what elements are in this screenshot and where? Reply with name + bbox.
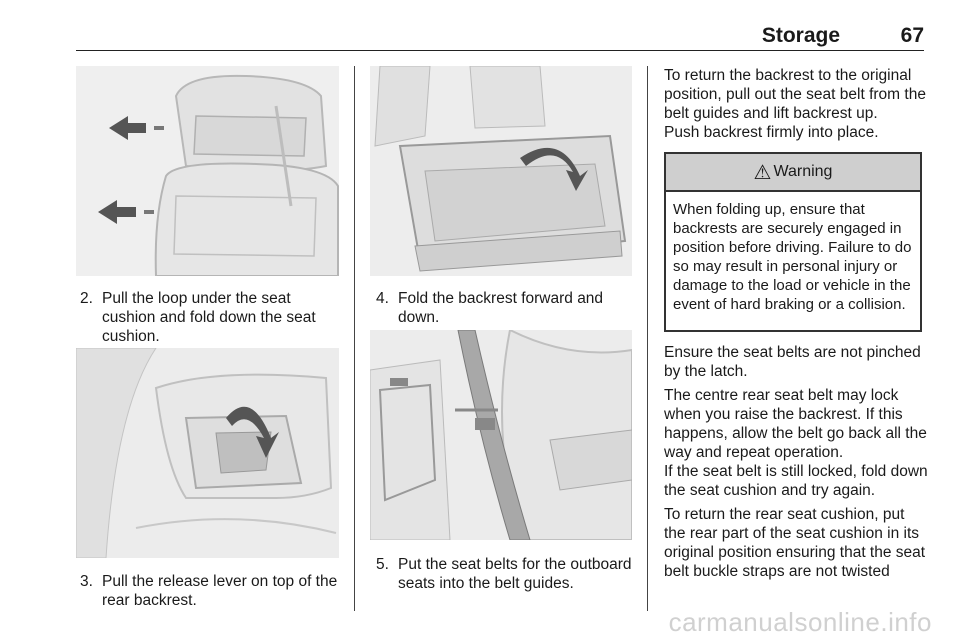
paragraph-pinched: Ensure the seat belts are not pinched by the latch. <box>664 344 921 380</box>
figure-seat-cushion-loop <box>76 66 339 276</box>
warning-text: When folding up, ensure that backrests are securely engaged in position before driving. Failure to do so may result in personal injury or damage to the load or vehicle in the event of hard braking or a collision. <box>673 201 912 313</box>
step-number: 3. <box>80 573 93 590</box>
figure-belt-guides <box>370 330 632 540</box>
column-divider-right <box>647 66 648 611</box>
page-header <box>76 22 924 51</box>
warning-triangle-icon: ⚠ <box>753 161 772 184</box>
page-number: 67 <box>900 24 924 47</box>
step-number: 4. <box>376 290 389 307</box>
paragraph-centre-belt: The centre rear seat belt may lock when you raise the backrest. If this happens, allow the belt go back all the way and repeat operation. <box>664 387 927 461</box>
paragraph-return-backrest: To return the backrest to the original position, pull out the seat belt from the belt guides and lift backrest up. <box>664 67 926 122</box>
figure-release-lever <box>76 348 339 558</box>
column-divider-left <box>354 66 355 611</box>
paragraph-return-cushion: To return the rear seat cushion, put the rear part of the seat cushion in its original position ensuring that the seat belt buckle straps are not twisted <box>664 506 926 580</box>
paragraph-still-locked: If the seat belt is still locked, fold down the seat cushion and try again. <box>664 463 928 499</box>
figure-folded-backrest <box>370 66 632 276</box>
step-number: 5. <box>376 556 389 573</box>
watermark: carmanualsonline.info <box>668 607 932 637</box>
step-text: Fold the backrest forward and down. <box>398 290 604 326</box>
warning-header <box>666 154 920 192</box>
warning-title: Warning <box>773 163 833 180</box>
step-text: Put the seat belts for the outboard seats into the belt guides. <box>398 556 632 592</box>
section-title: Storage <box>761 24 840 47</box>
step-number: 2. <box>80 290 93 307</box>
paragraph-push-backrest: Push backrest firmly into place. <box>664 124 879 141</box>
step-text: Pull the release lever on top of the rear backrest. <box>102 573 338 609</box>
warning-box <box>664 152 922 332</box>
step-text: Pull the loop under the seat cushion and fold down the seat cushion. <box>102 290 316 345</box>
